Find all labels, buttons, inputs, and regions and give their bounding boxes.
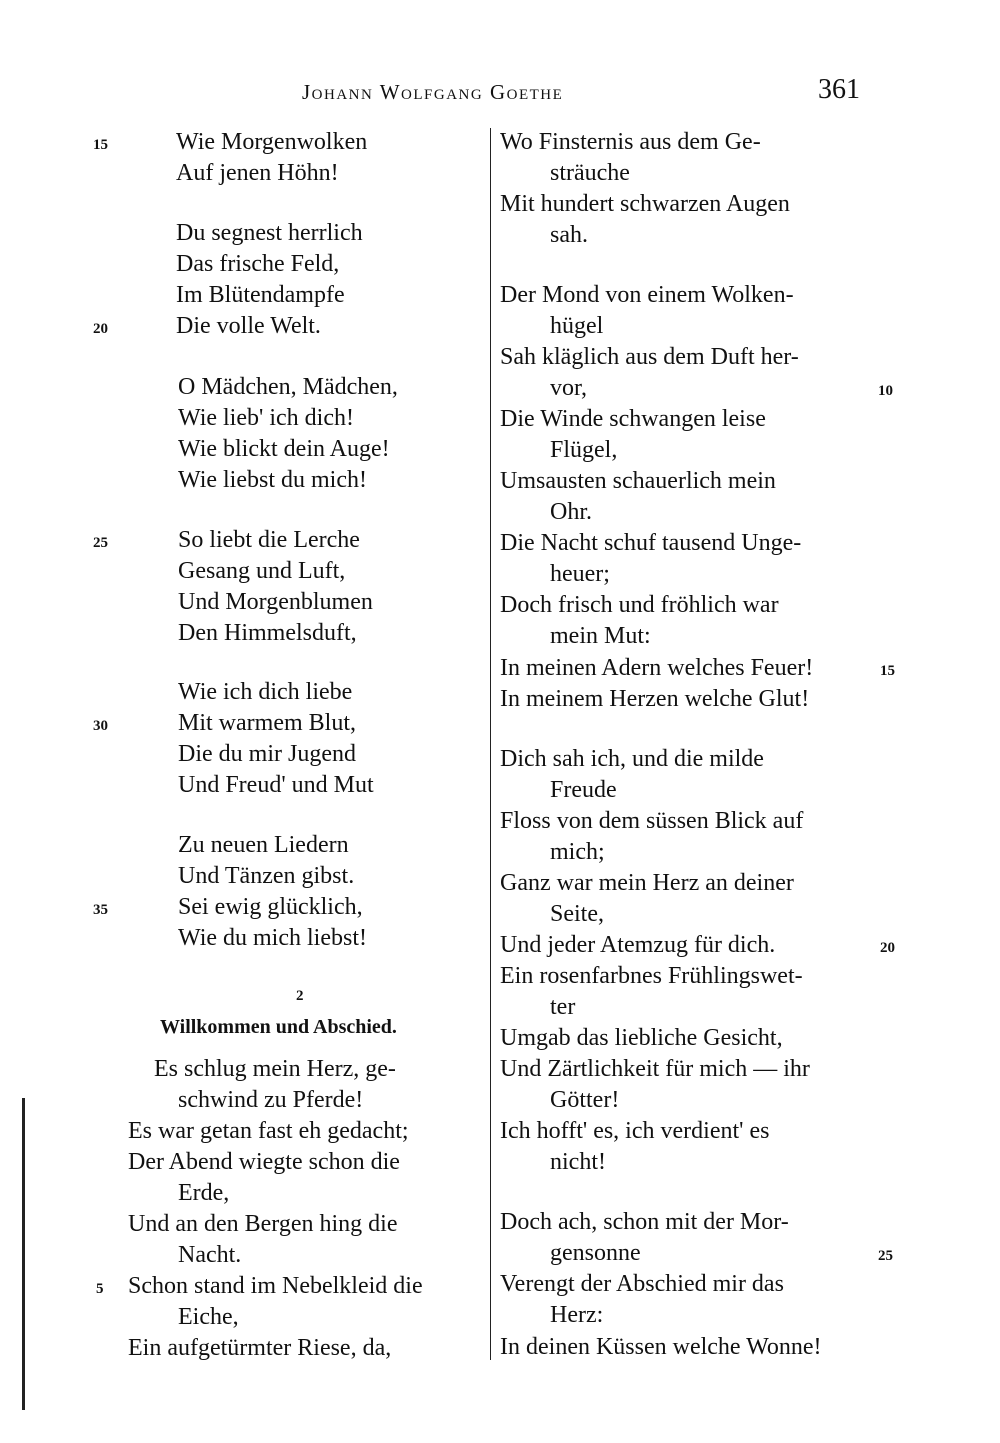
verse-line: Die Winde schwangen leise (500, 406, 766, 432)
line-number: 25 (93, 535, 108, 551)
verse-line: Ich hofft' es, ich verdient' es (500, 1118, 770, 1144)
page-number: 361 (818, 74, 860, 105)
verse-text: Es schlug mein Herz, ge- (154, 1056, 396, 1082)
verse-line: Verengt der Abschied mir das (500, 1271, 784, 1297)
line-number: 25 (878, 1248, 893, 1264)
verse-line: Herz: (550, 1302, 604, 1328)
verse-line: Zu neuen Liedern (178, 832, 349, 858)
verse-line: Doch ach, schon mit der Mor- (500, 1209, 789, 1235)
verse-line: Ohr. (550, 499, 592, 525)
verse-line: Wie du mich liebst! (178, 925, 367, 951)
verse-line: In meinem Herzen welche Glut! (500, 686, 810, 712)
verse-line: gensonne (550, 1240, 641, 1266)
verse-line: Mit hundert schwarzen Augen (500, 191, 790, 217)
verse-line: Die du mir Jugend (178, 741, 356, 767)
line-number: 30 (93, 718, 108, 734)
line-number: 20 (93, 321, 108, 337)
verse-line: mein Mut: (550, 623, 651, 649)
verse-line: Wie blickt dein Auge! (178, 436, 390, 462)
verse-line: Den Himmelsduft, (178, 620, 357, 646)
verse-line: Wie Morgenwolken (176, 129, 368, 155)
verse-line: Sah kläglich aus dem Duft her- (500, 344, 799, 370)
verse-line: nicht! (550, 1149, 606, 1175)
section-number: 2 (296, 988, 304, 1004)
verse-line: Floss von dem süssen Blick auf (500, 808, 804, 834)
verse-line: Ein rosenfarbnes Frühlingswet- (500, 963, 803, 989)
verse-line: In deinen Küssen welche Wonne! (500, 1334, 822, 1360)
verse-line: Eiche, (178, 1304, 239, 1330)
verse-line: Flügel, (550, 437, 618, 463)
line-number: 20 (880, 940, 895, 956)
verse-line: heuer; (550, 561, 610, 587)
column-divider (490, 128, 491, 1360)
verse-line: Und Morgenblumen (178, 589, 373, 615)
verse-line: Und jeder Atemzug für dich. (500, 932, 776, 958)
poem-title: Willkommen und Abschied. (160, 1016, 397, 1038)
line-number: 10 (878, 383, 893, 399)
verse-line: Mit warmem Blut, (178, 710, 356, 736)
verse-line: ter (550, 994, 576, 1020)
verse-line: Die volle Welt. (176, 313, 321, 339)
verse-line: Das frische Feld, (176, 251, 340, 277)
verse-line: vor, (550, 375, 588, 401)
verse-line: mich; (550, 839, 605, 865)
verse-line: Wie ich dich liebe (178, 679, 353, 705)
verse-line: In meinen Adern welches Feuer! (500, 655, 814, 681)
verse-line: Es war getan fast eh gedacht; (128, 1118, 409, 1144)
verse-line: Freude (550, 777, 617, 803)
line-number: 5 (96, 1281, 104, 1297)
verse-line (154, 1055, 484, 1083)
verse-line: Auf jenen Höhn! (176, 160, 339, 186)
verse-line: Wo Finsternis aus dem Ge- (500, 129, 761, 155)
verse-line: Und Freud' und Mut (178, 772, 374, 798)
verse-line: hügel (550, 313, 604, 339)
verse-line: Der Abend wiegte schon die (128, 1149, 400, 1175)
verse-line: Umgab das liebliche Gesicht, (500, 1025, 783, 1051)
line-number: 35 (93, 902, 108, 918)
running-title: Johann Wolfgang Goethe (302, 80, 564, 104)
verse-line: Götter! (550, 1087, 620, 1113)
line-number: 15 (93, 137, 108, 153)
verse-line: Sei ewig glücklich, (178, 894, 363, 920)
verse-line: Und Tänzen gibst. (178, 863, 355, 889)
verse-line: Nacht. (178, 1242, 242, 1268)
verse-line: Seite, (550, 901, 604, 927)
verse-line: Doch frisch und fröhlich war (500, 592, 779, 618)
margin-mark (22, 1098, 25, 1410)
verse-line: O Mädchen, Mädchen, (178, 374, 398, 400)
verse-line: So liebt die Lerche (178, 527, 360, 553)
verse-line: Die Nacht schuf tausend Unge- (500, 530, 802, 556)
verse-line: Im Blütendampfe (176, 282, 345, 308)
verse-line: Dich sah ich, und die milde (500, 746, 764, 772)
verse-line: Und Zärtlichkeit für mich — ihr (500, 1056, 810, 1082)
verse-line: Gesang und Luft, (178, 558, 346, 584)
verse-line: Und an den Bergen hing die (128, 1211, 398, 1237)
verse-line: Ganz war mein Herz an deiner (500, 870, 794, 896)
verse-line: sah. (550, 222, 588, 248)
verse-line: sträuche (550, 160, 630, 186)
verse-line: Erde, (178, 1180, 230, 1206)
verse-line: Umsausten schauerlich mein (500, 468, 776, 494)
verse-line: Ein aufgetürmter Riese, da, (128, 1335, 392, 1361)
verse-line: Wie liebst du mich! (178, 467, 367, 493)
verse-line: Schon stand im Nebelkleid die (128, 1273, 423, 1299)
line-number: 15 (880, 663, 895, 679)
verse-line: Du segnest herrlich (176, 220, 363, 246)
verse-line: Wie lieb' ich dich! (178, 405, 354, 431)
verse-line: Der Mond von einem Wolken- (500, 282, 794, 308)
verse-line: schwind zu Pferde! (178, 1087, 364, 1113)
